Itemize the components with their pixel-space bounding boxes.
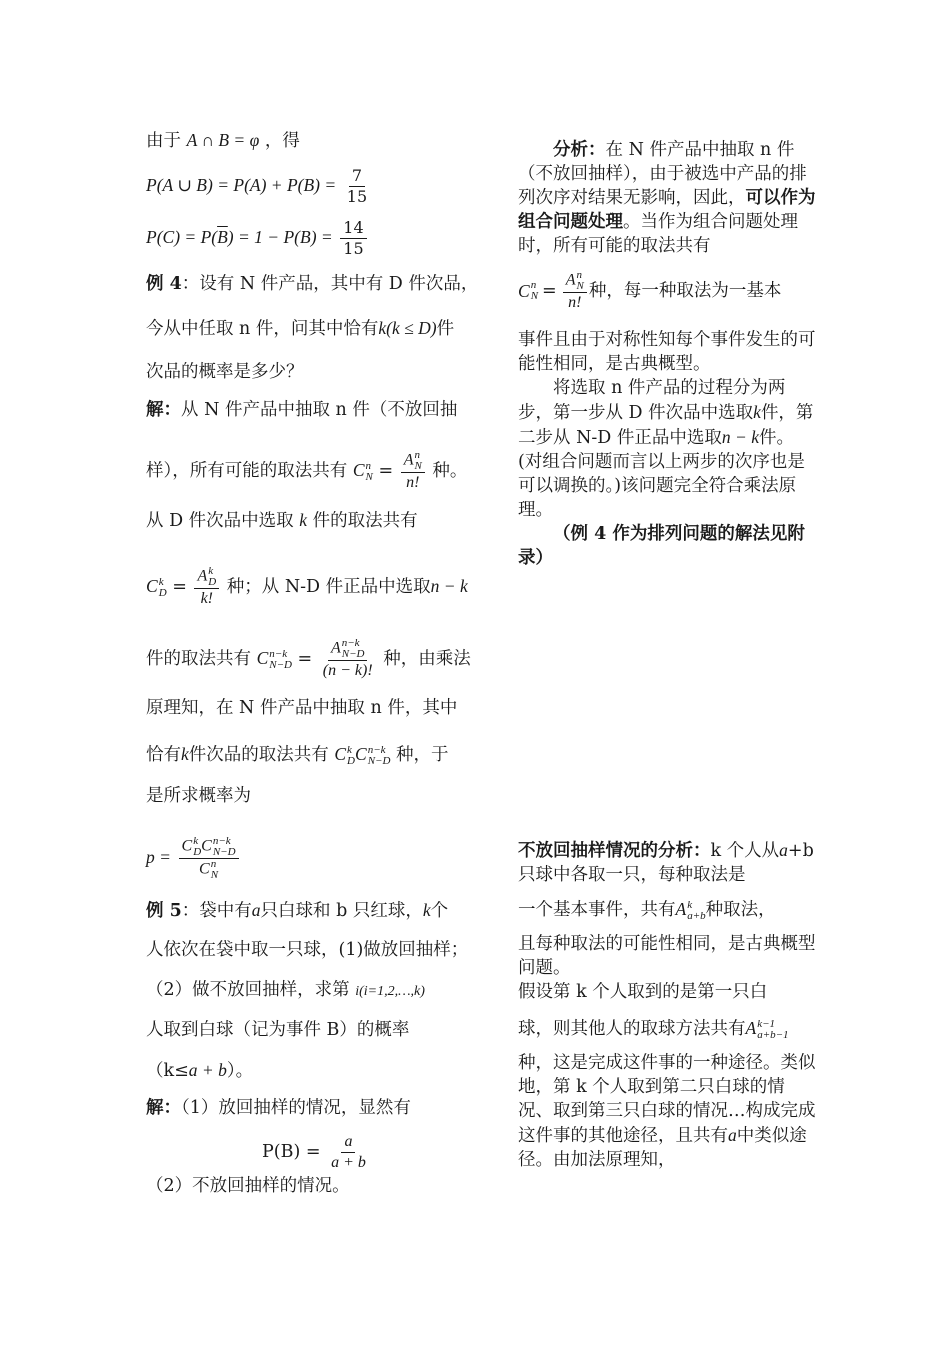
steps-paragraph bbox=[518, 376, 816, 522]
denominator: n! bbox=[568, 293, 582, 311]
math-expr: i(i=1,2,…,k) bbox=[355, 984, 425, 999]
example-4-line-1 bbox=[146, 272, 478, 296]
solution-line-3 bbox=[146, 508, 418, 533]
sup-sub: n−k N−D bbox=[212, 835, 236, 858]
solution-line-2 bbox=[146, 450, 467, 493]
denominator bbox=[196, 859, 221, 881]
combination-symbol: C bbox=[146, 576, 158, 596]
perm-symbol: A bbox=[403, 451, 414, 469]
example-5-line-3 bbox=[146, 978, 425, 1004]
fraction bbox=[320, 638, 376, 681]
text: 件的取法共有 bbox=[312, 511, 418, 531]
text: 假设第 k 个人取到的是第一只白 bbox=[518, 982, 768, 1002]
text: （2）不放回抽样的情况。 bbox=[146, 1176, 350, 1196]
text: 球，则其他人的取球方法共有 bbox=[518, 1019, 746, 1039]
text: 只白球和 b 只红球， bbox=[260, 901, 423, 921]
text: 由于 bbox=[146, 131, 181, 151]
sup-sub bbox=[342, 638, 365, 660]
text: 次品的概率是多少？ bbox=[146, 362, 304, 382]
text: 样），所有可能的取法共有 bbox=[146, 461, 348, 481]
fraction bbox=[563, 270, 587, 313]
example-label: 例 4 bbox=[146, 274, 182, 294]
combination-symbol: C bbox=[256, 648, 269, 668]
combination-symbol: C bbox=[201, 837, 212, 855]
text: （例 4 作为排列问题的解法见附录） bbox=[518, 524, 805, 568]
fraction bbox=[328, 1132, 369, 1173]
solution-line-5: 件的取法共有 C n−k N−D = A n−k N−D (n − k)! 种，由乘法 bbox=[146, 637, 471, 679]
fraction bbox=[194, 566, 219, 609]
sup-sub bbox=[159, 577, 167, 599]
probability-formula bbox=[146, 836, 241, 881]
text: （1）放回抽样的情况，显然有 bbox=[181, 1098, 411, 1118]
equation-lhs: P(C) = P( bbox=[146, 227, 218, 247]
math-expr: k bbox=[753, 402, 761, 422]
subscript: N bbox=[414, 460, 422, 472]
text: 种。 bbox=[432, 461, 468, 481]
complement-event: $\overline{B}$ bbox=[217, 227, 228, 247]
text: 件，第二步从 N-D 件正品中选取 bbox=[518, 403, 814, 448]
example-label: 例 5 bbox=[146, 901, 182, 921]
math-expr: A ∩ B = φ bbox=[186, 130, 260, 150]
solution-line-6 bbox=[146, 696, 457, 720]
text: （2）做不放回抽样，求第 bbox=[146, 980, 350, 1000]
right-column bbox=[518, 138, 816, 1170]
math-expr: n − k bbox=[721, 427, 759, 447]
combination-symbol: C bbox=[181, 837, 193, 855]
text: 且每种取法的可能性相同，是古典概型问题。 bbox=[518, 934, 816, 978]
numerator: A n N bbox=[563, 270, 587, 293]
text: 种，每一种取法为一基本 bbox=[588, 281, 782, 301]
sup-sub: k a+b bbox=[687, 898, 706, 922]
text: 事件且由于对称性知每个事件发生的可能性相同，是古典概型。 bbox=[518, 330, 816, 374]
equals: = bbox=[378, 461, 394, 481]
text: 在 N 件产品中抽取 n 件（不放回抽样），由于被选中产品的排列次序对结果无影响，因此， bbox=[518, 140, 807, 208]
solution-line-7 bbox=[146, 742, 448, 767]
no-replacement-classical bbox=[518, 932, 816, 980]
superscript: n−k bbox=[341, 637, 360, 649]
addition-principle-paragraph bbox=[518, 1051, 816, 1172]
text: ：袋中有 bbox=[181, 901, 252, 921]
sup-sub: k D bbox=[193, 835, 202, 858]
denominator: (n − k)! bbox=[322, 662, 373, 679]
text: 个 bbox=[430, 901, 449, 921]
text: 种，于 bbox=[395, 745, 449, 765]
text: 从 N 件产品中抽取 n 件（不放回抽 bbox=[181, 400, 458, 420]
combination-symbol: C bbox=[518, 281, 530, 301]
example-5-line-5 bbox=[146, 1058, 253, 1083]
perm-symbol: A bbox=[745, 1018, 757, 1038]
combination-symbol: C bbox=[352, 460, 365, 480]
solution-line-1 bbox=[146, 398, 457, 422]
text: 一个基本事件，共有 bbox=[518, 900, 676, 920]
math-expr: k bbox=[181, 744, 189, 764]
solution-5-line-2 bbox=[146, 1174, 350, 1198]
superscript: k bbox=[158, 575, 164, 588]
math-expr: n − k bbox=[430, 576, 468, 596]
superscript: n bbox=[365, 459, 372, 472]
text: 种，由乘法 bbox=[383, 649, 471, 669]
text: 件的取法共有 bbox=[146, 649, 251, 669]
equation-lhs: P(B) = bbox=[262, 1142, 321, 1162]
solution-label: 解： bbox=[146, 400, 181, 420]
equation-1 bbox=[146, 166, 372, 207]
text: 件 bbox=[436, 319, 455, 339]
subscript: N bbox=[365, 470, 373, 483]
sup-sub: n N bbox=[210, 858, 219, 881]
equation-lhs: ) = 1 − P(B) = bbox=[227, 227, 333, 247]
no-replacement-intro bbox=[518, 838, 816, 887]
math-expr: a + b bbox=[188, 1060, 227, 1080]
example-5-line-2 bbox=[146, 938, 468, 962]
sup-sub: k D bbox=[347, 743, 355, 767]
equation-2 bbox=[146, 218, 369, 259]
analysis-label: 分析： bbox=[553, 140, 606, 160]
denominator: n! bbox=[406, 474, 420, 491]
fraction bbox=[344, 166, 370, 207]
analysis-paragraph-cont bbox=[518, 328, 816, 376]
text: 是所求概率为 bbox=[146, 786, 251, 806]
solution-line-8 bbox=[146, 784, 251, 808]
numerator bbox=[179, 836, 239, 859]
pb-formula bbox=[262, 1132, 371, 1173]
equation-lhs: P(A ∪ B) = P(A) + P(B) = bbox=[146, 175, 337, 195]
text: ，得 bbox=[264, 131, 300, 151]
no-replacement-block bbox=[518, 838, 816, 1172]
superscript: n bbox=[414, 449, 420, 461]
combination-symbol: C bbox=[334, 744, 347, 764]
emphasis-text: 可以作为组合问题处理 bbox=[518, 188, 816, 232]
solution-5-line-1 bbox=[146, 1096, 411, 1120]
denominator: a + b bbox=[331, 1154, 366, 1171]
example-4-line-2 bbox=[146, 316, 454, 341]
numerator bbox=[401, 450, 425, 473]
text: 种；从 N-D 件正品中选取 bbox=[226, 577, 431, 597]
perm-symbol: A bbox=[675, 899, 687, 919]
math-expr: k(k ≤ D) bbox=[378, 318, 437, 338]
text: 将选取 n 件产品的过程分为两步，第一步从 D 件次品中选取 bbox=[518, 378, 786, 423]
other-ways-line bbox=[518, 1016, 816, 1041]
superscript: k bbox=[208, 565, 214, 577]
subscript: N−D bbox=[269, 658, 292, 671]
analysis-paragraph bbox=[518, 138, 816, 258]
text: 件次品的取法共有 bbox=[188, 745, 329, 765]
text: 人依次在袋中取一只球，(1)做放回抽样； bbox=[146, 940, 469, 960]
example-5-line-4 bbox=[146, 1018, 409, 1042]
text: ）。 bbox=[226, 1061, 254, 1081]
numerator: A k D bbox=[194, 566, 219, 589]
sup-sub: k−1 a+b−1 bbox=[757, 1017, 789, 1041]
numerator: A n−k N−D bbox=[328, 638, 368, 661]
text: k 个人从 bbox=[710, 841, 780, 861]
text: 中类似途径。由加法原理知， bbox=[518, 1126, 807, 1170]
text: 今从中任取 n 件，问其中恰有 bbox=[146, 319, 379, 339]
combination-symbol: C bbox=[199, 860, 210, 878]
sup-sub: n N bbox=[530, 279, 539, 302]
sup-sub bbox=[366, 461, 373, 483]
sup-sub bbox=[414, 450, 421, 472]
subscript: N−D bbox=[341, 648, 365, 660]
denominator: 15 bbox=[346, 187, 368, 206]
numerator: a bbox=[341, 1132, 355, 1153]
text: +b 只球中各取一只，每种取法是 bbox=[518, 841, 814, 885]
text: 恰有 bbox=[146, 745, 181, 765]
text: 。当作为组合问题处理时，所有可能的取法共有 bbox=[518, 212, 798, 256]
analysis-formula-line: C n N = A n N n! 种，每一种取法为一基本 bbox=[518, 268, 782, 311]
text: 件。(对组合问题而言以上两步的次序也是可以调换的。)该问题完全符合乘法原理。 bbox=[518, 428, 805, 520]
numerator: 7 bbox=[349, 166, 365, 187]
math-expr: a bbox=[251, 900, 261, 920]
subscript: D bbox=[208, 576, 217, 588]
text: ：设有 N 件产品，其中有 D 件次品， bbox=[181, 274, 479, 294]
fraction bbox=[179, 836, 239, 881]
subscript: D bbox=[158, 586, 167, 599]
fraction bbox=[340, 218, 366, 259]
solution-label: 解： bbox=[146, 1098, 181, 1118]
equation-lhs: p = bbox=[146, 847, 171, 867]
math-expr: k bbox=[422, 900, 431, 920]
text: 种，这是完成这件事的一种途径。类似地，第 k 个人取到第二只白球的情况、取到第三只白球的情况…构成完成这件事的其他途径，且共有 bbox=[518, 1053, 816, 1146]
analysis-label: 不放回抽样情况的分析： bbox=[518, 841, 711, 861]
text: （k≤ bbox=[146, 1061, 189, 1081]
fraction bbox=[401, 450, 425, 493]
text: 人取到白球（记为事件 B）的概率 bbox=[146, 1020, 410, 1040]
math-expr: k bbox=[299, 510, 308, 530]
numerator: 14 bbox=[340, 218, 366, 239]
intro-line bbox=[146, 128, 300, 153]
combination-symbol: C bbox=[355, 744, 367, 764]
math-expr: a bbox=[779, 840, 788, 860]
appendix-note bbox=[518, 522, 816, 570]
no-replacement-count bbox=[518, 897, 816, 922]
sup-sub bbox=[269, 649, 292, 671]
text: 从 D 件次品中选取 bbox=[146, 511, 294, 531]
denominator: 15 bbox=[343, 239, 364, 258]
solution-line-4: C k D = A k D k! 种；从 N-D 件正品中选取n − k bbox=[146, 565, 468, 607]
text: 种取法， bbox=[705, 900, 776, 920]
text: 原理知，在 N 件产品中抽取 n 件，其中 bbox=[146, 698, 458, 718]
sup-sub bbox=[208, 566, 216, 588]
example-5-line-1 bbox=[146, 898, 448, 923]
sup-sub: n−k N−D bbox=[367, 743, 391, 767]
example-4-line-3 bbox=[146, 360, 304, 384]
assume-first-white bbox=[518, 980, 816, 1004]
denominator: k! bbox=[200, 590, 214, 607]
math-expr: a bbox=[728, 1125, 737, 1145]
superscript: n−k bbox=[269, 647, 288, 660]
